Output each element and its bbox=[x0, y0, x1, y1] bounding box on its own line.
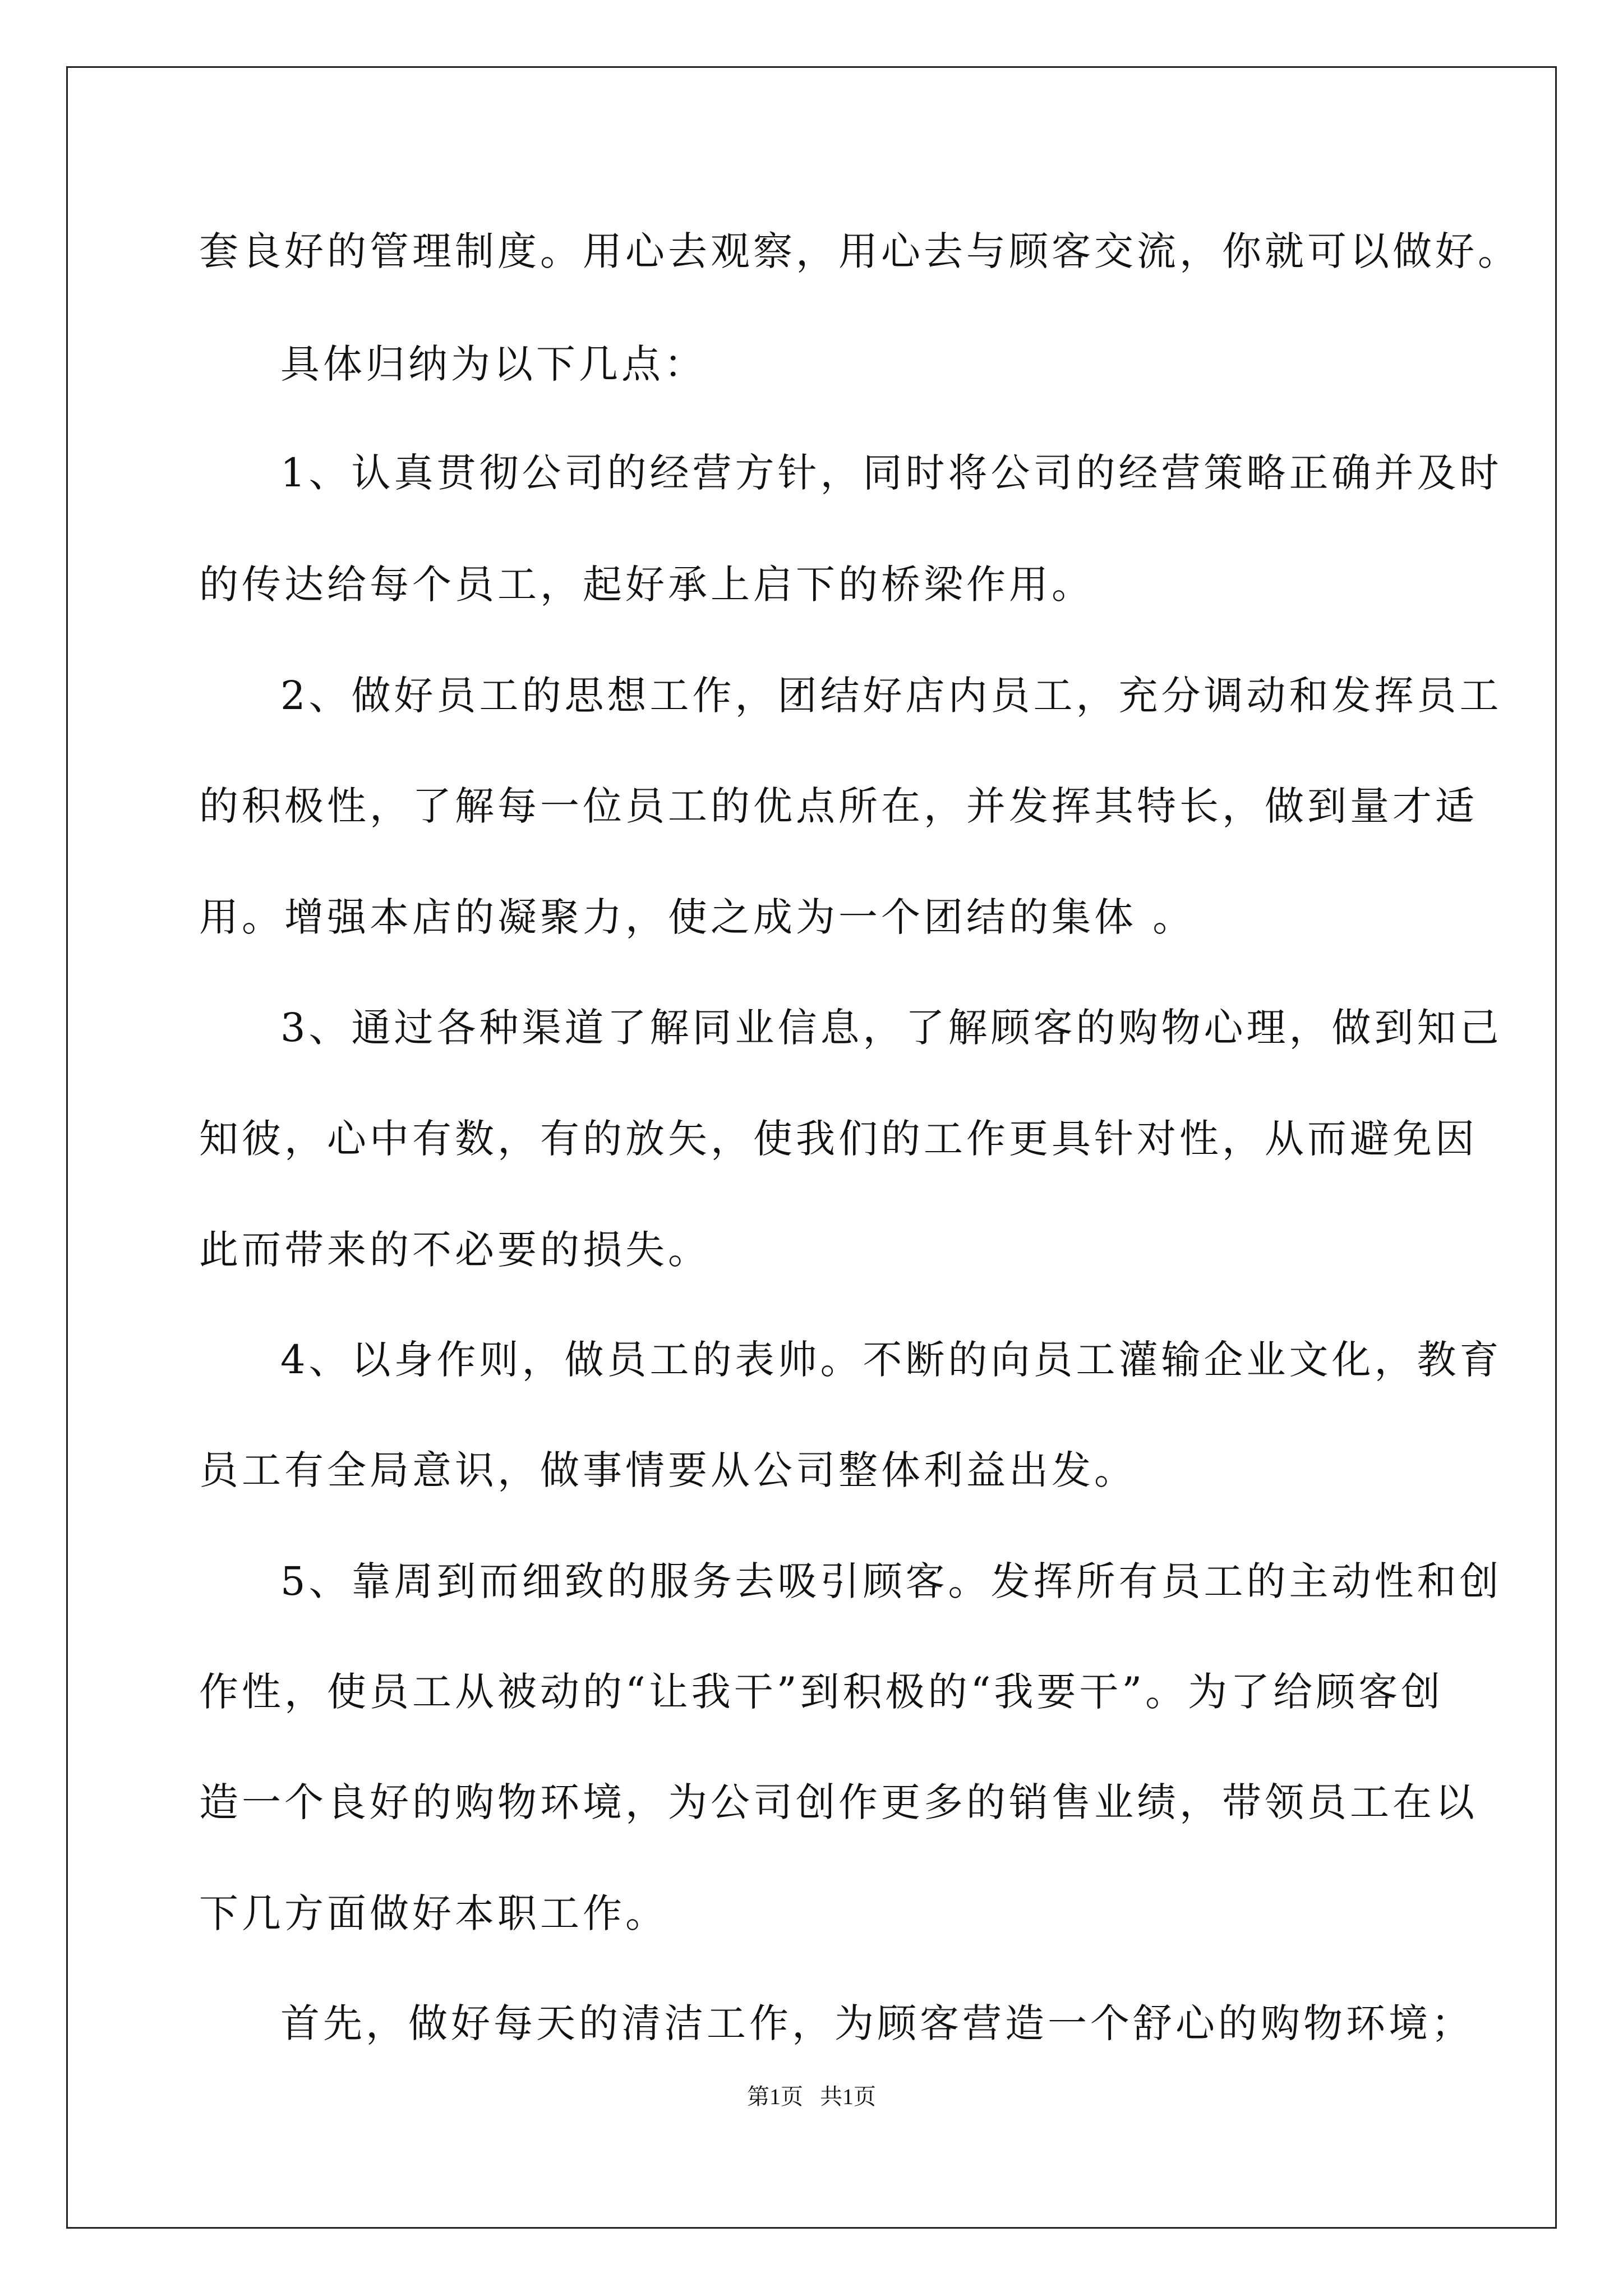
text-line: 3、通过各种渠道了解同业信息，了解顾客的购物心理，做到知己 bbox=[280, 1005, 1502, 1051]
page-footer: 第1页 共1页 bbox=[747, 2084, 876, 2109]
text-line: 首先，做好每天的清洁工作，为顾客营造一个舒心的购物环境； bbox=[280, 2000, 1474, 2046]
text-line: 员工有全局意识，做事情要从公司整体利益出发。 bbox=[199, 1447, 1137, 1493]
text-line: 的传达给每个员工，起好承上启下的桥梁作用。 bbox=[199, 562, 1094, 608]
text-line: 造一个良好的购物环境，为公司创作更多的销售业绩，带领员工在以 bbox=[199, 1779, 1478, 1825]
text-line: 5、靠周到而细致的服务去吸引顾客。发挥所有员工的主动性和创 bbox=[280, 1558, 1502, 1604]
text-line: 的积极性，了解每一位员工的优点所在，并发挥其特长，做到量才适 bbox=[199, 783, 1478, 829]
text-line: 知彼，心中有数，有的放矢，使我们的工作更具针对性，从而避免因 bbox=[199, 1116, 1478, 1162]
text-line: 具体归纳为以下几点： bbox=[280, 341, 707, 387]
text-line: 用。增强本店的凝聚力，使之成为一个团结的集体 。 bbox=[199, 894, 1196, 940]
text-line: 下几方面做好本职工作。 bbox=[199, 1890, 668, 1936]
text-line: 2、做好员工的思想工作，团结好店内员工，充分调动和发挥员工 bbox=[280, 673, 1502, 719]
text-line: 4、以身作则，做员工的表帅。不断的向员工灌输企业文化，教育 bbox=[280, 1337, 1502, 1383]
text-line: 此而带来的不必要的损失。 bbox=[199, 1227, 711, 1273]
text-line: 作性，使员工从被动的“让我干”到积极的“我要干”。为了给顾客创 bbox=[199, 1669, 1444, 1715]
text-line: 套良好的管理制度。用心去观察，用心去与顾客交流，你就可以做好。 bbox=[199, 228, 1520, 274]
text-line: 1、认真贯彻公司的经营方针，同时将公司的经营策略正确并及时 bbox=[280, 450, 1502, 496]
